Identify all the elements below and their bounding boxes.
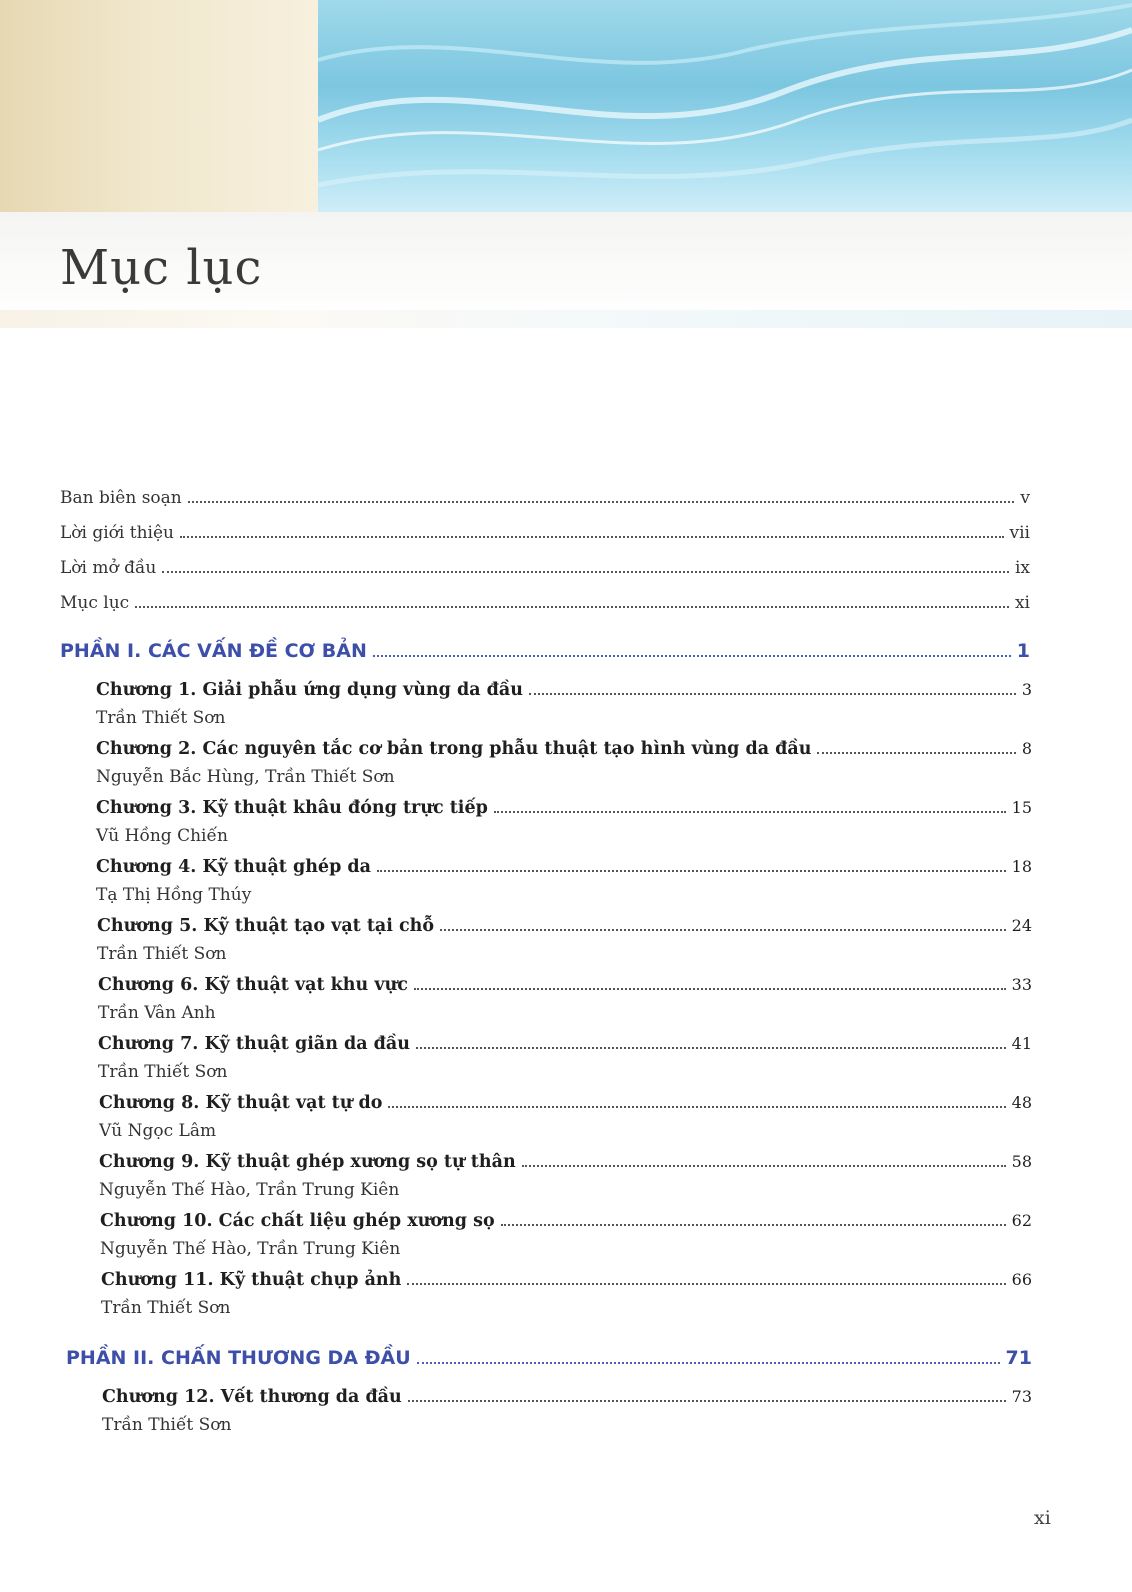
chapter-author: Vũ Hồng Chiến [96, 826, 228, 846]
dot-leader [373, 655, 1011, 657]
dot-leader [180, 536, 1004, 538]
toc-page-number: 62 [1011, 1211, 1032, 1230]
dot-leader [135, 606, 1009, 608]
dot-leader [162, 571, 1009, 573]
toc-label: Ban biên soạn [60, 488, 182, 508]
chapter-author: Trần Thiết Sơn [101, 1298, 231, 1318]
chapter-title: Chương 3. Kỹ thuật khâu đóng trực tiếp [96, 798, 488, 818]
toc-page-number: xi [1014, 593, 1030, 613]
chapter-author: Nguyễn Thế Hào, Trần Trung Kiên [100, 1239, 401, 1259]
dot-leader [501, 1224, 1006, 1226]
toc-chapter[interactable] [98, 975, 1032, 995]
chapter-author: Nguyễn Bắc Hùng, Trần Thiết Sơn [96, 767, 395, 787]
dot-leader [408, 1400, 1006, 1402]
toc-front-item[interactable] [60, 488, 1030, 508]
chapter-author: Trần Thiết Sơn [97, 944, 227, 964]
toc-page-number: vii [1009, 523, 1030, 543]
chapter-title: Chương 2. Các nguyên tắc cơ bản trong phẫu thuật tạo hình vùng da đầu [96, 739, 812, 759]
toc-page-number: 3 [1021, 680, 1032, 699]
chapter-author: Vũ Ngọc Lâm [99, 1121, 217, 1141]
toc-chapter[interactable] [96, 739, 1032, 759]
dot-leader [529, 693, 1016, 695]
dot-leader [417, 1362, 1000, 1364]
toc-chapter[interactable] [96, 680, 1032, 700]
page-title: Mục lục [60, 240, 263, 296]
toc-chapter[interactable] [101, 1270, 1032, 1290]
dot-leader [188, 501, 1015, 503]
chapter-title: Chương 10. Các chất liệu ghép xương sọ [100, 1211, 495, 1231]
dot-leader [440, 929, 1006, 931]
dot-leader [817, 752, 1015, 754]
dot-leader [494, 811, 1006, 813]
toc-label: Lời mở đầu [60, 558, 157, 578]
toc-label: Mục lục [60, 593, 130, 613]
dot-leader [388, 1106, 1005, 1108]
chapter-author: Tạ Thị Hồng Thúy [96, 885, 252, 905]
toc-page-number: 24 [1011, 916, 1032, 935]
toc-front-item[interactable] [60, 558, 1030, 578]
toc-chapter[interactable] [100, 1211, 1032, 1231]
dot-leader [407, 1283, 1005, 1285]
toc-page-number: 1 [1016, 640, 1030, 662]
toc-page-number: 41 [1011, 1034, 1032, 1053]
toc-front-item[interactable] [60, 523, 1030, 543]
chapter-title: Chương 12. Vết thương da đầu [102, 1387, 402, 1407]
chapter-title: Chương 5. Kỹ thuật tạo vạt tại chỗ [97, 916, 435, 936]
toc-chapter[interactable] [102, 1387, 1032, 1407]
toc-chapter[interactable] [97, 916, 1032, 936]
toc-front-item[interactable] [60, 593, 1030, 613]
toc-page-number: 73 [1011, 1387, 1032, 1406]
toc-page-number: ix [1014, 558, 1030, 578]
toc-chapter[interactable] [99, 1093, 1032, 1113]
toc-page-number: 71 [1005, 1347, 1032, 1369]
toc-part-heading[interactable] [60, 640, 1030, 662]
part-title: PHẦN II. CHẤN THƯƠNG DA ĐẦU [66, 1347, 411, 1369]
chapter-author: Trần Thiết Sơn [96, 708, 226, 728]
dot-leader [414, 988, 1006, 990]
toc-page-number: 15 [1011, 798, 1032, 817]
chapter-author: Nguyễn Thế Hào, Trần Trung Kiên [99, 1180, 400, 1200]
chapter-title: Chương 11. Kỹ thuật chụp ảnh [101, 1270, 402, 1290]
chapter-title: Chương 1. Giải phẫu ứng dụng vùng da đầu [96, 680, 523, 700]
toc-chapter[interactable] [96, 798, 1032, 818]
part-title: PHẦN I. CÁC VẤN ĐỀ CƠ BẢN [60, 640, 367, 662]
toc-page-number: 18 [1011, 857, 1032, 876]
chapter-title: Chương 8. Kỹ thuật vạt tự do [99, 1093, 383, 1113]
chapter-author: Trần Vân Anh [98, 1003, 216, 1023]
chapter-title: Chương 6. Kỹ thuật vạt khu vực [98, 975, 408, 995]
toc-label: Lời giới thiệu [60, 523, 174, 543]
toc-page-number: 8 [1021, 739, 1032, 758]
toc-page-number: v [1020, 488, 1030, 508]
dot-leader [522, 1165, 1006, 1167]
toc-part-heading[interactable] [66, 1347, 1032, 1369]
toc-page-number: 66 [1011, 1270, 1032, 1289]
dot-leader [377, 870, 1006, 872]
chapter-title: Chương 9. Kỹ thuật ghép xương sọ tự thân [99, 1152, 516, 1172]
toc-page-number: 58 [1011, 1152, 1032, 1171]
chapter-author: Trần Thiết Sơn [98, 1062, 228, 1082]
chapter-title: Chương 7. Kỹ thuật giãn da đầu [98, 1034, 410, 1054]
toc-page-number: 33 [1011, 975, 1032, 994]
toc-chapter[interactable] [98, 1034, 1032, 1054]
chapter-title: Chương 4. Kỹ thuật ghép da [96, 857, 371, 877]
dot-leader [416, 1047, 1006, 1049]
toc-page-number: 48 [1011, 1093, 1032, 1112]
chapter-author: Trần Thiết Sơn [102, 1415, 232, 1435]
page-folio: xi [1034, 1507, 1051, 1529]
toc-chapter[interactable] [96, 857, 1032, 877]
toc-chapter[interactable] [99, 1152, 1032, 1172]
